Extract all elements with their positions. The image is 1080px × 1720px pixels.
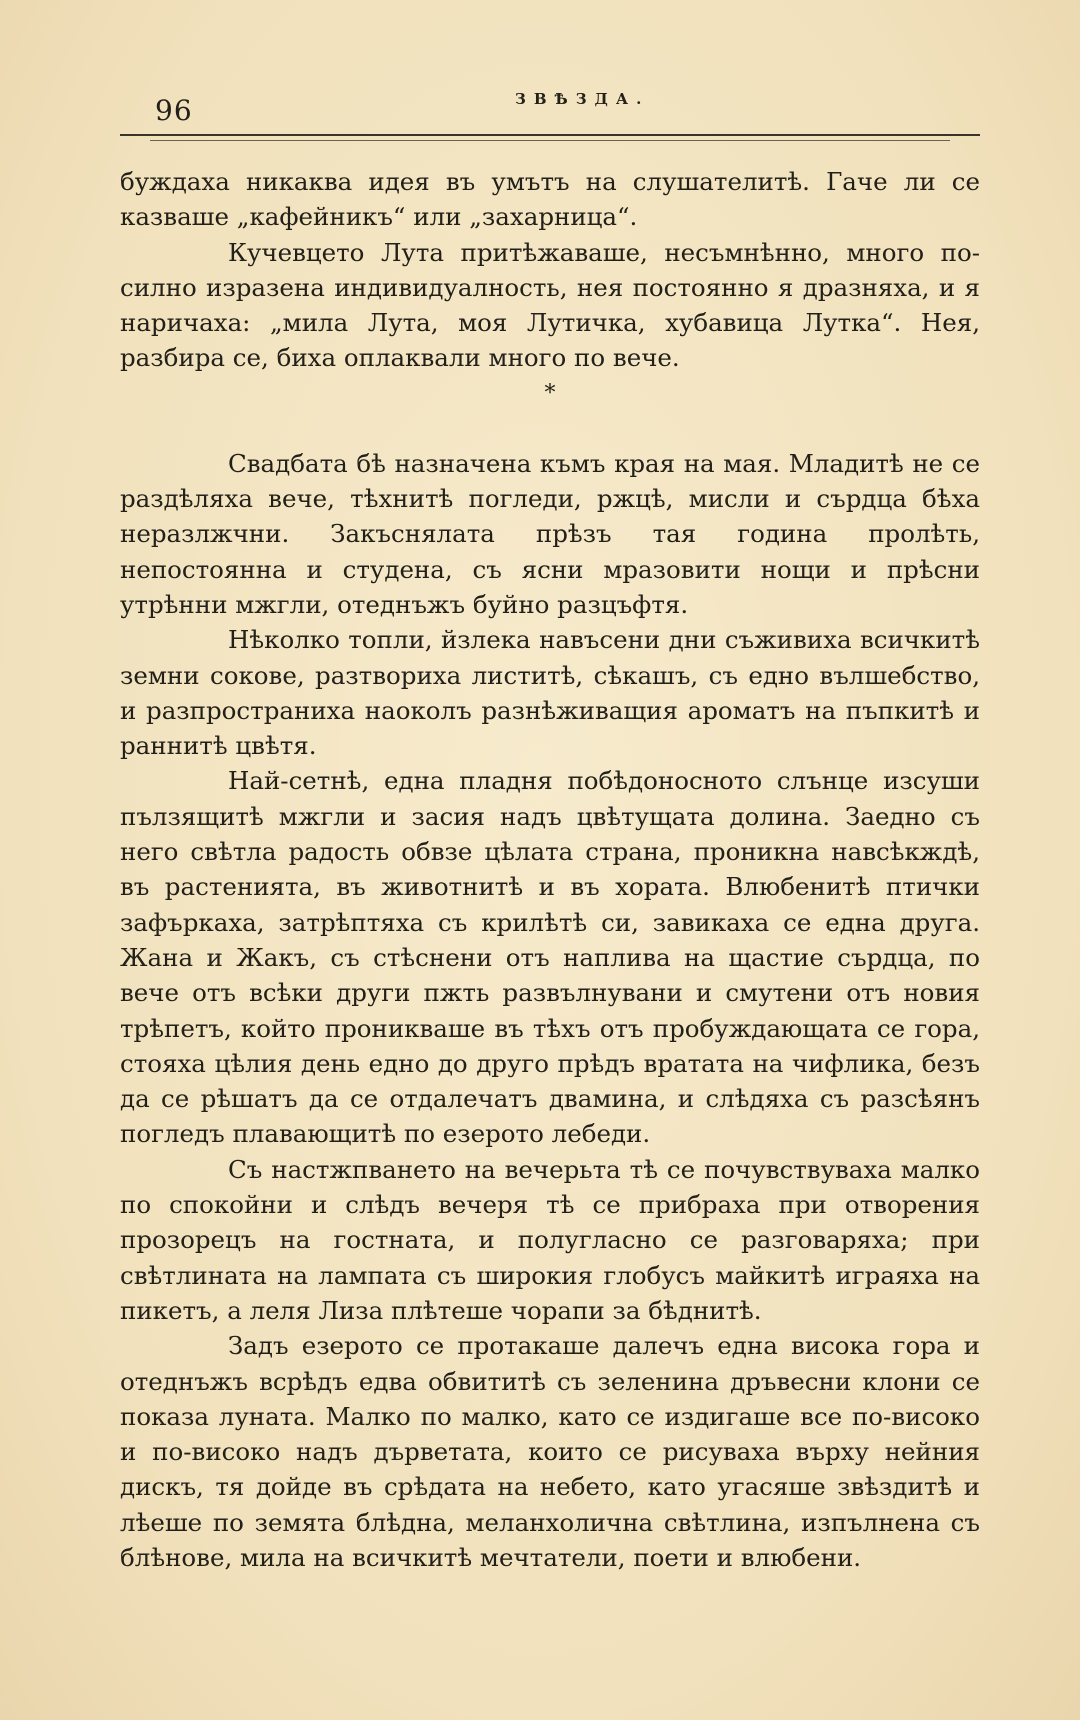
paragraph: Кучевцето Лута притѣжаваше, несъмнѣнно, много по-силно изразена индивидуалность, нея постоянно я дразняха, и я наричаха: „мила Лута, моя Лутичка, хубавица Лутка“. Нея, разбира се, биха оплаквали много по вече.: [120, 237, 980, 373]
section-separator: *: [544, 380, 556, 406]
header-rule-thin: [150, 140, 950, 141]
page-header: [120, 88, 980, 128]
page-number: 96: [155, 94, 193, 127]
paragraph: Задъ езерото се протакаше далечъ една висока гора и отеднъжъ всрѣдъ едва обвититѣ съ зеленина дръвесни клони се показа луната. Малко по малко, като се издигаше все по-високо и по-високо надъ дърветата, които се рисуваха върху нейния дискъ, тя дойде въ срѣдата на небето, като угасяше звѣздитѣ и лѣеше по земята блѣдна, меланхолична свѣтлина, изпълнена съ блѣнове, мила на всичкитѣ мечтатели, поети и влюбени.: [120, 1331, 980, 1572]
header-rule: [120, 134, 980, 136]
paragraph: Свадбата бѣ назначена къмъ края на мая. Младитѣ не се раздѣляха вече, тѣхнитѣ погледи, ржцѣ, мисли и сърдца бѣха неразлжчни. Закъснялата прѣзъ тая година пролѣть, непостоянна и студена, съ ясни мразовити нощи и прѣсни утрѣнни мжгли, отеднъжъ буйно разцъфтя.: [120, 448, 980, 619]
paragraph: Съ настжпването на вечерьта тѣ се почувствуваха малко по спокойни и слѣдъ вечеря тѣ се прибраха при отворения прозорецъ на гостната, и полугласно се разговаряха; при свѣтлината на лампата съ широкия глобусъ майкитѣ играяха на пикетъ, а леля Лиза плѣтеше чорапи за бѣднитѣ.: [120, 1154, 980, 1325]
body-text: [120, 164, 980, 1575]
paragraph: Най-сетнѣ, една пладня побѣдоносното слънце изсуши пълзящитѣ мжгли и засия надъ цвѣтущата долина. Заедно съ него свѣтла радость обвзе цѣлата страна, проникна навсѣкждѣ, въ растенията, въ животнитѣ и въ хората. Влюбенитѣ птички зафъркаха, затрѣптяха съ крилѣтѣ си, завикаха се една друга. Жана и Жакъ, съ стѣснени отъ наплива на щастие сърдца, по вече отъ всѣки други пжть развълнувани и смутени отъ новия трѣпетъ, който проникваше въ тѣхъ отъ пробуждающата се гора, стояха цѣлия день едно до друго прѣдъ вратата на чифлика, безъ да се рѣшатъ да се отдалечатъ двамина, и слѣдяха съ разсѣянъ погледъ плавающитѣ по езерото лебеди.: [120, 766, 980, 1149]
paragraph: Нѣколко топли, йзлека навъсени дни съживиха всичкитѣ земни сокове, разтвориха листитѣ, сѣкашъ, съ едно вълшебство, и разпространиха наоколъ разнѣживащия ароматъ на пъпкитѣ и раннитѣ цвѣтя.: [120, 625, 980, 761]
paragraph: буждаха никаква идея въ умътъ на слушателитѣ. Гаче ли се казваше „кафейникъ“ или „захарница“.: [120, 167, 980, 232]
running-title: ЗВѢЗДА.: [515, 90, 650, 108]
section-gap: [120, 411, 980, 446]
